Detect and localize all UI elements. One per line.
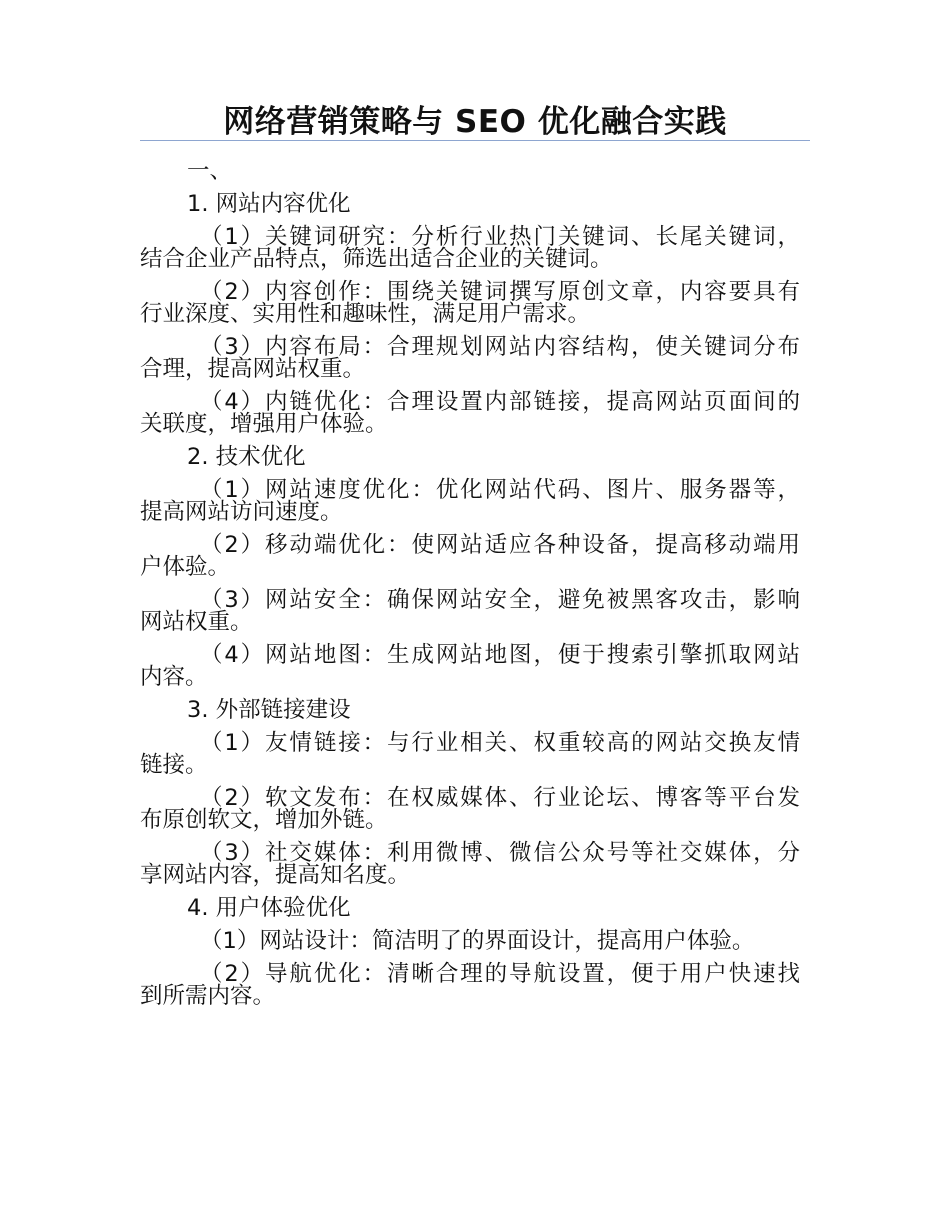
document-body	[140, 158, 800, 1016]
list-item	[140, 477, 800, 526]
section-heading: 4. 用户体验优化	[187, 895, 351, 921]
item-first-line: （3）社交媒体：利用微博、微信公众号等社交媒体，分	[200, 840, 800, 866]
list-item	[140, 532, 800, 581]
item-continuation-line: 提高网站访问速度。	[140, 499, 343, 525]
item-first-line: （1）友情链接：与行业相关、权重较高的网站交换友情	[200, 730, 800, 756]
item-continuation-line: 布原创软文，增加外链。	[140, 807, 388, 833]
list-item	[140, 928, 800, 955]
list-item	[140, 224, 800, 273]
item-continuation-line: 链接。	[140, 752, 208, 778]
heading-marker: 一、	[187, 158, 233, 184]
item-continuation-line: 到所需内容。	[140, 983, 276, 1009]
item-first-line: （2）移动端优化：使网站适应各种设备，提高移动端用	[200, 532, 800, 558]
list-item	[140, 961, 800, 1010]
item-first-line: （1）网站设计：简洁明了的界面设计，提高用户体验。	[200, 928, 755, 954]
item-continuation-line: 合理，提高网站权重。	[140, 356, 366, 382]
item-first-line: （2）软文发布：在权威媒体、行业论坛、博客等平台发	[200, 785, 800, 811]
list-item	[140, 642, 800, 691]
list-item	[140, 389, 800, 438]
section-heading: 1. 网站内容优化	[187, 191, 351, 217]
list-item	[140, 334, 800, 383]
item-continuation-line: 户体验。	[140, 554, 231, 580]
item-continuation-line: 行业深度、实用性和趣味性，满足用户需求。	[140, 301, 591, 327]
item-continuation-line: 关联度，增强用户体验。	[140, 411, 388, 437]
list-item	[140, 279, 800, 328]
item-first-line: （3）内容布局：合理规划网站内容结构，使关键词分布	[200, 334, 800, 360]
item-first-line: （2）导航优化：清晰合理的导航设置，便于用户快速找	[200, 961, 800, 987]
list-item	[140, 785, 800, 834]
list-item	[140, 587, 800, 636]
item-first-line: （4）内链优化：合理设置内部链接，提高网站页面间的	[200, 389, 800, 415]
item-continuation-line: 结合企业产品特点，筛选出适合企业的关键词。	[140, 246, 613, 272]
section-heading: 2. 技术优化	[187, 444, 306, 470]
item-first-line: （4）网站地图：生成网站地图，便于搜索引擎抓取网站	[200, 642, 800, 668]
item-first-line: （1）网站速度优化：优化网站代码、图片、服务器等，	[200, 477, 800, 503]
document-title: 网络营销策略与 SEO 优化融合实践	[223, 104, 727, 140]
item-first-line: （2）内容创作：围绕关键词撰写原创文章，内容要具有	[200, 279, 800, 305]
section-heading: 3. 外部链接建设	[187, 697, 351, 723]
list-item	[140, 730, 800, 779]
item-continuation-line: 网站权重。	[140, 609, 253, 635]
item-continuation-line: 内容。	[140, 664, 208, 690]
item-first-line: （3）网站安全：确保网站安全，避免被黑客攻击，影响	[200, 587, 800, 613]
list-item	[140, 840, 800, 889]
item-first-line: （1）关键词研究：分析行业热门关键词、长尾关键词，	[200, 224, 800, 250]
title-underline	[140, 140, 810, 141]
item-continuation-line: 享网站内容，提高知名度。	[140, 862, 411, 888]
